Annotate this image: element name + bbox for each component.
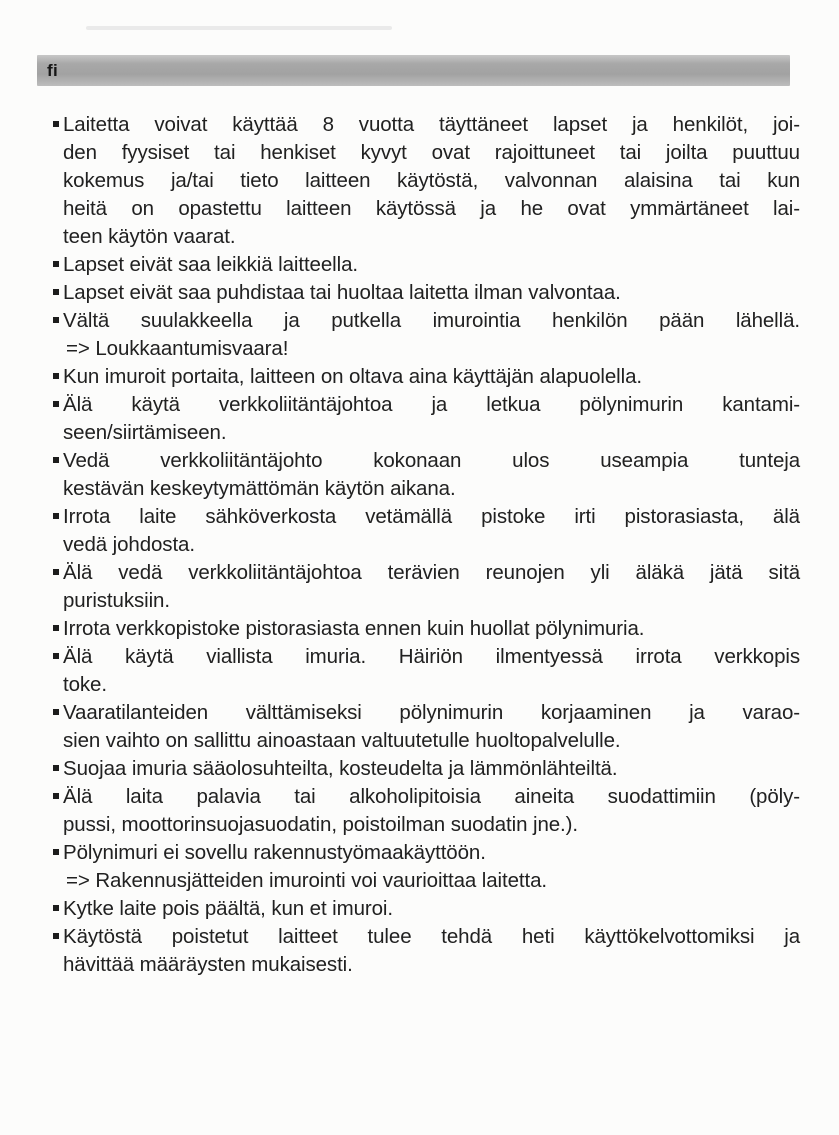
list-item (52, 279, 800, 307)
list-item-line: seen/siirtämiseen. (63, 421, 227, 444)
list-item-line: Älä laita palavia tai alkoholipitoisia aineita suodattimiin (pöly- (63, 785, 800, 808)
list-item-line: vedä johdosta. (63, 533, 195, 556)
list-item (52, 839, 800, 895)
list-item (52, 755, 800, 783)
list-item-line: Lapset eivät saa puhdistaa tai huoltaa laitetta ilman valvontaa. (63, 281, 621, 304)
language-header-bar (37, 55, 790, 86)
bullet-square-icon (53, 289, 59, 295)
bullet-square-icon (53, 121, 59, 127)
list-item (52, 503, 800, 559)
bullet-square-icon (53, 793, 59, 799)
list-item-line: Kun imuroit portaita, laitteen on oltava aina käyttäjän alapuolella. (63, 365, 642, 388)
bullet-square-icon (53, 569, 59, 575)
list-item (52, 895, 800, 923)
list-item-line: Vaaratilanteiden välttämiseksi pölynimurin korjaaminen ja varao- (63, 701, 800, 724)
list-item-line: Pölynimuri ei sovellu rakennustyömaakäyttöön. (63, 841, 486, 864)
list-item (52, 615, 800, 643)
list-item (52, 783, 800, 839)
list-item-line: hävittää määräysten mukaisesti. (63, 953, 353, 976)
list-item-line: den fyysiset tai henkiset kyvyt ovat rajoittuneet tai joilta puuttuu (63, 141, 800, 164)
list-item-line: Laitetta voivat käyttää 8 vuotta täyttäneet lapset ja henkilöt, joi- (63, 113, 800, 136)
bullet-square-icon (53, 765, 59, 771)
list-item-line: Lapset eivät saa leikkiä laitteella. (63, 253, 358, 276)
bullet-square-icon (53, 457, 59, 463)
bullet-square-icon (53, 401, 59, 407)
list-item-line: Irrota verkkopistoke pistorasiasta ennen kuin huollat pölynimuria. (63, 617, 645, 640)
list-item (52, 447, 800, 503)
list-item-line: Käytöstä poistetut laitteet tulee tehdä heti käyttökelvottomiksi ja (63, 925, 800, 948)
list-item-line: Vedä verkkoliitäntäjohto kokonaan ulos useampia tunteja (63, 449, 800, 472)
scan-artifact-streak (86, 26, 392, 30)
list-item-note-line: => Rakennusjätteiden imurointi voi vaurioittaa laitetta. (66, 869, 547, 892)
list-item (52, 699, 800, 755)
list-item-line: Suojaa imuria sääolosuhteilta, kosteudelta ja lämmönlähteiltä. (63, 757, 618, 780)
bullet-square-icon (53, 625, 59, 631)
list-item-line: Älä käytä verkkoliitäntäjohtoa ja letkua pölynimurin kantami- (63, 393, 800, 416)
list-item (52, 923, 800, 979)
list-item (52, 643, 800, 699)
bullet-square-icon (53, 905, 59, 911)
list-item-line: Älä vedä verkkoliitäntäjohtoa terävien reunojen yli äläkä jätä sitä (63, 561, 800, 584)
list-item (52, 391, 800, 447)
list-item-note-line: => Loukkaantumisvaara! (66, 337, 289, 360)
language-code-label: fi (47, 60, 58, 80)
bullet-square-icon (53, 317, 59, 323)
list-item (52, 251, 800, 279)
list-item-line: puristuksiin. (63, 589, 170, 612)
list-item-line: Kytke laite pois päältä, kun et imuroi. (63, 897, 393, 920)
bullet-square-icon (53, 709, 59, 715)
list-item (52, 363, 800, 391)
list-item-line: pussi, moottorinsuojasuodatin, poistoilman suodatin jne.). (63, 813, 578, 836)
list-item-line: Älä käytä viallista imuria. Häiriön ilmentyessä irrota verkkopis (63, 645, 800, 668)
list-item-line: sien vaihto on sallittu ainoastaan valtuutetulle huoltopalvelulle. (63, 729, 621, 752)
list-item-line: Vältä suulakkeella ja putkella imurointia henkilön pään lähellä. (63, 309, 800, 332)
list-item (52, 111, 800, 251)
list-item-line: kestävän keskeytymättömän käytön aikana. (63, 477, 456, 500)
list-item (52, 559, 800, 615)
list-item-line: teen käytön vaarat. (63, 225, 236, 248)
bullet-square-icon (53, 261, 59, 267)
list-item-line: heitä on opastettu laitteen käytössä ja he ovat ymmärtäneet lai- (63, 197, 800, 220)
bullet-square-icon (53, 513, 59, 519)
list-item (52, 307, 800, 363)
bullet-square-icon (53, 849, 59, 855)
bullet-square-icon (53, 653, 59, 659)
list-item-line: kokemus ja/tai tieto laitteen käytöstä, valvonnan alaisina tai kun (63, 169, 800, 192)
safety-instructions-list (52, 111, 800, 979)
bullet-square-icon (53, 933, 59, 939)
list-item-line: toke. (63, 673, 107, 696)
bullet-square-icon (53, 373, 59, 379)
list-item-line: Irrota laite sähköverkosta vetämällä pistoke irti pistorasiasta, älä (63, 505, 800, 528)
